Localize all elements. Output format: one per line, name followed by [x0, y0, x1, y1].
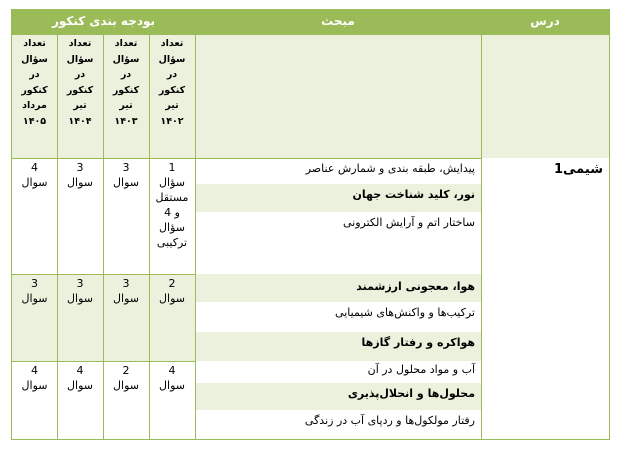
- subject-label: شیمی1: [553, 162, 603, 177]
- topic-text: آب و مواد محلول در آن: [367, 363, 475, 376]
- topic-text: ساختار اتم و آرایش الکترونی: [342, 216, 475, 229]
- col-1405-line: ۱۴۰۵: [22, 115, 47, 127]
- value-line: 3: [122, 161, 130, 174]
- value-cell-1403: [103, 158, 149, 274]
- value-line: 3: [31, 277, 38, 290]
- col-1405-line: تعداد: [23, 38, 46, 49]
- col-1403-line: کنکور: [112, 84, 140, 96]
- col-1404-line: تعداد: [68, 38, 92, 49]
- value-cell-1403: [103, 361, 149, 439]
- col-header-1405: [12, 35, 57, 158]
- col-1402-line: تعداد: [160, 38, 184, 49]
- col-header-1402: [149, 35, 195, 158]
- topic-text: رفتار مولکول‌ها و ردپای آب در زندگی: [304, 414, 475, 427]
- value-line: 3: [76, 277, 84, 290]
- grid-line: [57, 35, 58, 439]
- value-line: و 4: [164, 206, 180, 219]
- value-cell-1402: [149, 158, 195, 274]
- subject-column-header: [481, 10, 609, 35]
- value-cell-1403: [103, 274, 149, 361]
- topic-text: ترکیب‌ها و واکنش‌های شیمیایی: [335, 306, 475, 319]
- topic-text: محلول‌ها و انحلال‌پذیری: [347, 387, 475, 400]
- col-1403-line: تیر: [119, 100, 133, 111]
- topic-text: هواکره و رفتار گازها: [361, 336, 475, 349]
- col-1403-line: سؤال: [112, 53, 140, 65]
- value-line: 2: [122, 364, 130, 377]
- col-1403-line: ۱۴۰۳: [114, 115, 138, 127]
- grid-line: [195, 35, 196, 439]
- value-line: 3: [122, 277, 130, 290]
- value-line: سوال: [113, 379, 139, 392]
- topic-column-header: [195, 10, 481, 35]
- value-line: مستقل: [155, 191, 189, 204]
- topic-row: [195, 410, 481, 439]
- value-line: 4: [168, 364, 176, 377]
- grid-line: [12, 361, 195, 362]
- grid-line: [481, 35, 482, 439]
- col-1402-line: ۱۴۰۲: [160, 115, 184, 127]
- topic-row: [195, 158, 481, 184]
- col-1402-line: سؤال: [158, 53, 186, 65]
- budget-header-label: بودجه بندی کنکور: [51, 14, 156, 28]
- value-cell-1404: [57, 274, 103, 361]
- grid-line: [12, 158, 481, 159]
- topic-row: [195, 212, 481, 274]
- topic-header-filler: [195, 35, 481, 158]
- value-line: سوال: [67, 176, 93, 189]
- col-1402-line: کنکور: [158, 84, 186, 96]
- col-1405-line: کنکور: [21, 84, 48, 96]
- value-line: 4: [31, 161, 38, 174]
- value-line: سوال: [67, 292, 93, 305]
- topic-text: نور، کلید شناخت جهان: [352, 188, 475, 201]
- value-cell-1405: [12, 274, 57, 361]
- subject-header-filler: [481, 35, 609, 158]
- col-1404-line: کنکور: [66, 84, 94, 96]
- col-1404-line: سؤال: [66, 53, 94, 65]
- topic-row: [195, 302, 481, 332]
- topic-row: [195, 274, 481, 302]
- col-header-1404: [57, 35, 103, 158]
- value-line: سوال: [67, 379, 93, 392]
- value-cell-1402: [149, 361, 195, 439]
- col-1404-line: در: [74, 69, 86, 80]
- budget-column-header: [12, 10, 195, 35]
- value-line: 1: [168, 161, 176, 174]
- value-cell-1402: [149, 274, 195, 361]
- topic-row: [195, 184, 481, 212]
- col-1404-line: تیر: [73, 100, 87, 111]
- col-header-1403: [103, 35, 149, 158]
- value-line: سوال: [113, 292, 139, 305]
- topic-header-label: مبحث: [321, 14, 355, 28]
- value-line: سوال: [113, 176, 139, 189]
- value-line: 2: [168, 277, 176, 290]
- value-line: سوال: [21, 292, 48, 305]
- col-1405-line: مرداد: [22, 100, 47, 111]
- value-line: سوال: [159, 292, 185, 305]
- col-1405-line: سؤال: [21, 53, 48, 65]
- grid-line: [103, 35, 104, 439]
- grid-line: [12, 274, 195, 275]
- topic-text: هوا، معجونی ارزشمند: [356, 280, 475, 293]
- topic-row: [195, 383, 481, 410]
- value-line: سوال: [21, 176, 48, 189]
- col-1404-line: ۱۴۰۴: [68, 115, 92, 127]
- col-1403-line: در: [120, 69, 132, 80]
- subject-cell: [481, 158, 609, 439]
- value-line: سؤال: [159, 221, 185, 234]
- grid-line: [149, 35, 150, 439]
- col-1403-line: تعداد: [114, 38, 138, 49]
- col-1405-line: در: [29, 69, 40, 80]
- topic-row: [195, 332, 481, 361]
- col-1402-line: در: [166, 69, 178, 80]
- value-line: 3: [76, 161, 84, 174]
- value-line: سوال: [21, 379, 48, 392]
- value-line: سوال: [159, 379, 185, 392]
- value-line: سؤال: [159, 176, 185, 189]
- topic-text: پیدایش، طبقه بندی و شمارش عناصر: [305, 162, 475, 175]
- value-line: 4: [31, 364, 38, 377]
- topic-row: [195, 361, 481, 383]
- value-cell-1404: [57, 361, 103, 439]
- value-cell-1405: [12, 361, 57, 439]
- col-1402-line: تیر: [165, 100, 179, 111]
- value-line: ترکیبی: [156, 236, 188, 249]
- value-cell-1405: [12, 158, 57, 274]
- subject-header-label: درس: [530, 14, 560, 28]
- value-line: 4: [76, 364, 84, 377]
- value-cell-1404: [57, 158, 103, 274]
